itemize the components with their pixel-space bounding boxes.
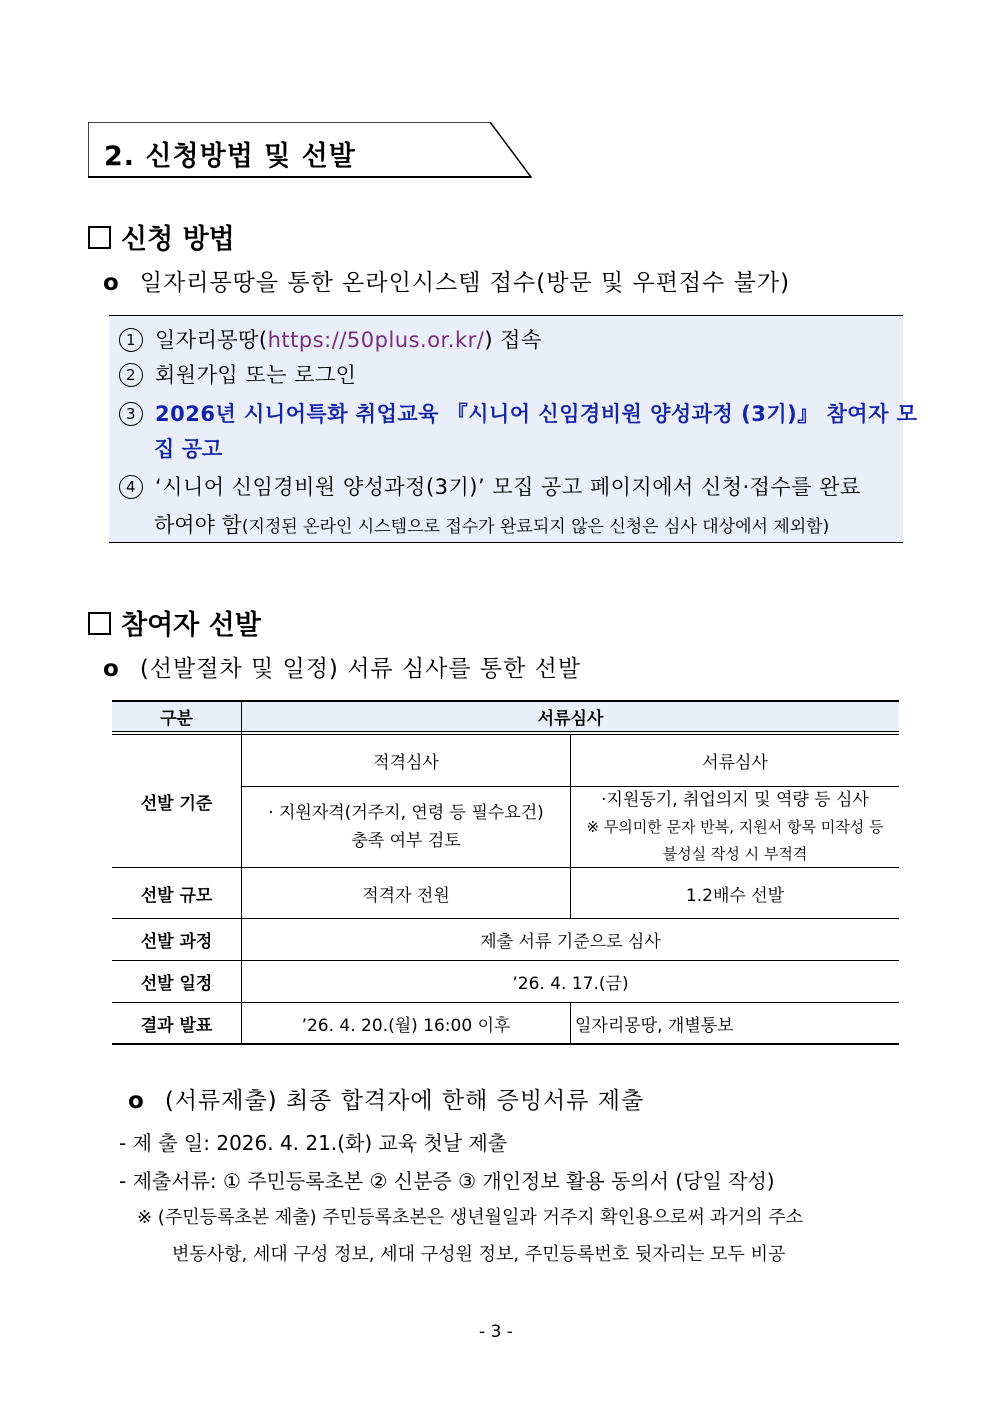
submit-docs-line: - 제출서류: ① 주민등록초본 ② 신분증 ③ 개인정보 활용 동의서 (당일 작성) (119, 1169, 775, 1193)
table-rule (112, 731, 899, 732)
scale-cell-a: 적격자 전원 (362, 885, 450, 906)
header-cell: 구분 (160, 709, 193, 729)
scale-cell-b: 1.2배수 선발 (685, 885, 785, 906)
step-text: 하여야 함 (154, 513, 242, 537)
selection-line (103, 650, 581, 683)
apply-line-text: 일자리몽땅을 통한 온라인시스템 접수(방문 및 우편접수 불가) (139, 270, 791, 296)
row-label: 선발 기준 (140, 793, 213, 814)
step-4-cont (154, 509, 829, 539)
step-1 (119, 324, 542, 354)
cell-text: ※ 무의미한 문자 반복, 지원서 항목 미작성 등 (586, 817, 884, 836)
selection-heading (88, 603, 261, 642)
circled-number: 1 (119, 328, 143, 352)
circled-number: 4 (119, 475, 143, 499)
selection-table (112, 700, 899, 1045)
step-3-cont: 집 공고 (154, 437, 223, 461)
header-cell: 서류심사 (537, 709, 604, 729)
square-bullet-icon (88, 612, 111, 635)
step-text: 회원가입 또는 로그인 (155, 363, 357, 387)
row-label: 결과 발표 (140, 1015, 213, 1036)
site-link[interactable]: https://50plus.or.kr/ (267, 328, 485, 352)
cell-text: 충족 여부 검토 (351, 831, 461, 851)
sub-header-cell: 서류심사 (702, 753, 768, 773)
section-title: 2. 신청방법 및 선발 (104, 141, 356, 172)
docs-line (128, 1082, 644, 1115)
cell-text: · 지원자격(거주지, 연령 등 필수요건) (268, 803, 544, 823)
docs-line-text: (서류제출) 최종 합격자에 한해 증빙서류 제출 (164, 1088, 645, 1114)
note-line-1: ※ (주민등록초본 제출) 주민등록초본은 생년월일과 거주지 확인용으로써 과거의 주소 (137, 1207, 804, 1228)
step-3 (119, 398, 917, 428)
result-cell-b: 일자리몽땅, 개별통보 (575, 1015, 734, 1036)
o-bullet: o (103, 656, 120, 682)
step-text: 일자리몽땅( (155, 328, 268, 352)
section-title-box (88, 122, 532, 178)
selection-heading-text: 참여자 선발 (121, 610, 261, 641)
step-note: (지정된 온라인 시스템으로 접수가 완료되지 않은 신청은 심사 대상에서 제외함) (241, 517, 830, 537)
note-line-2: 변동사항, 세대 구성 정보, 세대 구성원 정보, 주민등록번호 뒷자리는 모두 비공 (172, 1244, 786, 1265)
apply-heading-text: 신청 방법 (121, 224, 235, 255)
step-2 (119, 359, 356, 389)
sub-header-cell: 적격심사 (373, 753, 439, 773)
schedule-cell: ’26. 4. 17.(금) (512, 974, 629, 994)
step-text: ‘시니어 신임경비원 양성과정(3기)’ 모집 공고 페이지에서 신청·접수를 완료 (155, 475, 861, 499)
square-bullet-icon (88, 226, 111, 249)
apply-line (103, 264, 790, 297)
step-text: ) 접속 (484, 328, 542, 352)
row-label: 선발 규모 (140, 885, 213, 906)
cell-text: ·지원동기, 취업의지 및 역량 등 심사 (601, 789, 869, 810)
row-label: 선발 일정 (140, 974, 213, 994)
result-cell-a: ’26. 4. 20.(월) 16:00 이후 (301, 1015, 511, 1036)
selection-line-text: (선발절차 및 일정) 서류 심사를 통한 선발 (139, 656, 582, 682)
criteria-cell-a (242, 787, 570, 867)
o-bullet: o (103, 270, 120, 296)
step-text: 2026년 시니어특화 취업교육 『시니어 신임경비원 양성과정 (3기)』 참여자 모 (155, 402, 918, 426)
cell-text: 불성실 작성 시 부적격 (662, 844, 808, 863)
row-label: 선발 과정 (140, 932, 213, 952)
table-rule (112, 1043, 899, 1045)
step-4 (119, 471, 861, 501)
apply-heading (88, 217, 235, 256)
process-cell: 제출 서류 기준으로 심사 (480, 932, 661, 952)
page-number: - 3 - (479, 1322, 513, 1342)
circled-number: 2 (119, 363, 143, 387)
circled-number: 3 (119, 402, 143, 426)
submit-date-line: - 제 출 일: 2026. 4. 21.(화) 교육 첫날 제출 (119, 1131, 508, 1155)
steps-box (109, 315, 918, 543)
o-bullet: o (128, 1088, 145, 1114)
criteria-cell-b (571, 787, 899, 867)
